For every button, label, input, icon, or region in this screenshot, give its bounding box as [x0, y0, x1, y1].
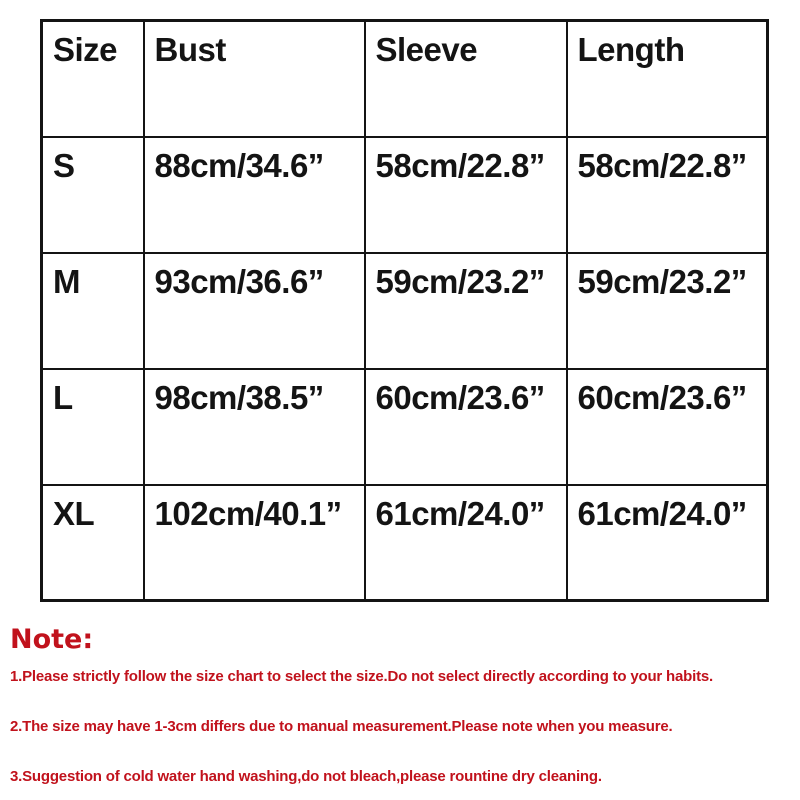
cell-size-label: XL — [42, 485, 144, 601]
cell-size-label: S — [42, 137, 144, 253]
note-line-2: 2.The size may have 1-3cm differs due to manual measurement.Please note when you measure. — [10, 718, 673, 735]
notes-heading: Note: — [10, 624, 94, 655]
header-cell-length: Length — [567, 21, 768, 137]
cell-sleeve: 60cm/23.6” — [365, 369, 567, 485]
note-line-1: 1.Please strictly follow the size chart to select the size.Do not select directly according to your habits. — [10, 668, 713, 685]
cell-sleeve: 58cm/22.8” — [365, 137, 567, 253]
header-row — [42, 21, 768, 137]
table-row-s — [42, 137, 768, 253]
cell-length: 58cm/22.8” — [567, 137, 768, 253]
cell-length: 59cm/23.2” — [567, 253, 768, 369]
header-cell-size: Size — [42, 21, 144, 137]
size-chart-table — [40, 19, 769, 602]
size-chart — [40, 19, 769, 602]
cell-length: 61cm/24.0” — [567, 485, 768, 601]
cell-sleeve: 61cm/24.0” — [365, 485, 567, 601]
cell-length: 60cm/23.6” — [567, 369, 768, 485]
table-row-xl — [42, 485, 768, 601]
cell-bust: 88cm/34.6” — [144, 137, 365, 253]
cell-size-label: M — [42, 253, 144, 369]
cell-size-label: L — [42, 369, 144, 485]
header-cell-bust: Bust — [144, 21, 365, 137]
cell-bust: 98cm/38.5” — [144, 369, 365, 485]
cell-bust: 93cm/36.6” — [144, 253, 365, 369]
header-cell-sleeve: Sleeve — [365, 21, 567, 137]
note-line-3: 3.Suggestion of cold water hand washing,do not bleach,please rountine dry cleaning. — [10, 768, 602, 785]
cell-bust: 102cm/40.1” — [144, 485, 365, 601]
cell-sleeve: 59cm/23.2” — [365, 253, 567, 369]
table-row-l — [42, 369, 768, 485]
table-row-m — [42, 253, 768, 369]
